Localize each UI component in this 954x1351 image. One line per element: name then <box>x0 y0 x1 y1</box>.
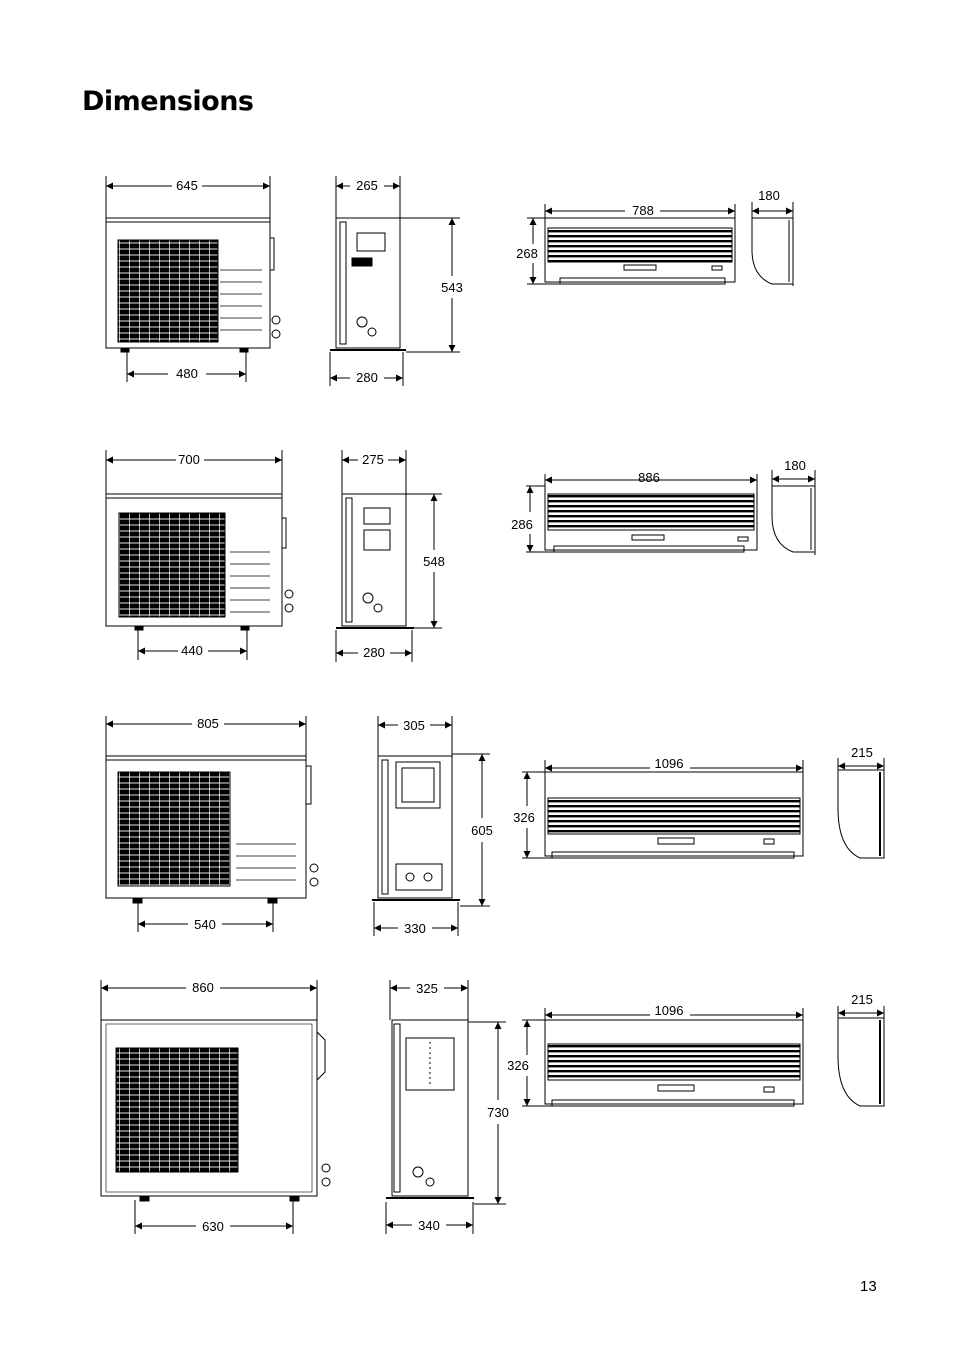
height-label: 605 <box>471 823 493 838</box>
indoor-width-label: 788 <box>632 203 654 218</box>
indoor-depth-label: 180 <box>784 458 806 473</box>
outdoor-unit-side <box>330 218 406 350</box>
page-number: 13 <box>860 1278 877 1295</box>
indoor-depth-label: 215 <box>851 745 873 760</box>
base-depth-label: 280 <box>356 370 378 385</box>
indoor-width-label: 1096 <box>654 1003 684 1018</box>
indoor-unit-front <box>545 218 735 284</box>
indoor-height-label: 326 <box>507 1058 529 1073</box>
indoor-unit-side <box>752 218 793 284</box>
foot-spacing-label: 540 <box>194 917 216 932</box>
height-label: 543 <box>441 280 463 295</box>
indoor-unit-front <box>545 480 757 552</box>
indoor-width-label: 1096 <box>654 756 684 771</box>
indoor-unit-front <box>545 1020 803 1106</box>
indoor-height-label: 286 <box>511 517 533 532</box>
outdoor-width-label: 860 <box>192 980 214 995</box>
outdoor-width-label: 700 <box>178 452 200 467</box>
depth-label: 275 <box>362 452 384 467</box>
foot-spacing-label: 630 <box>202 1219 224 1234</box>
indoor-width-label: 886 <box>638 470 660 485</box>
outdoor-width-label: 805 <box>197 716 219 731</box>
row-4 <box>101 980 884 1234</box>
indoor-unit-side <box>838 770 884 858</box>
outdoor-unit-front <box>106 494 293 630</box>
page-title: Dimensions <box>82 86 254 117</box>
outdoor-unit-side <box>336 494 414 628</box>
indoor-unit-side <box>838 1018 884 1106</box>
depth-label: 265 <box>356 178 378 193</box>
indoor-height-label: 326 <box>513 810 535 825</box>
height-label: 730 <box>487 1105 509 1120</box>
foot-spacing-label: 440 <box>181 643 203 658</box>
foot-spacing-label: 480 <box>176 366 198 381</box>
base-depth-label: 330 <box>404 921 426 936</box>
depth-label: 305 <box>403 718 425 733</box>
indoor-depth-label: 180 <box>758 188 780 203</box>
outdoor-unit-side <box>372 756 460 900</box>
height-label: 548 <box>423 554 445 569</box>
depth-label: 325 <box>416 981 438 996</box>
outdoor-unit-front <box>101 1020 330 1201</box>
indoor-height-label: 268 <box>516 246 538 261</box>
row-1 <box>106 176 793 386</box>
row-2 <box>106 450 815 662</box>
outdoor-unit-side <box>386 1020 474 1198</box>
base-depth-label: 340 <box>418 1218 440 1233</box>
indoor-unit-front <box>545 772 803 858</box>
indoor-unit-side <box>772 486 815 552</box>
outdoor-unit-front <box>106 756 318 903</box>
outdoor-width-label: 645 <box>176 178 198 193</box>
indoor-depth-label: 215 <box>851 992 873 1007</box>
base-depth-label: 280 <box>363 645 385 660</box>
row-3 <box>106 716 884 936</box>
outdoor-unit-front <box>106 218 280 352</box>
